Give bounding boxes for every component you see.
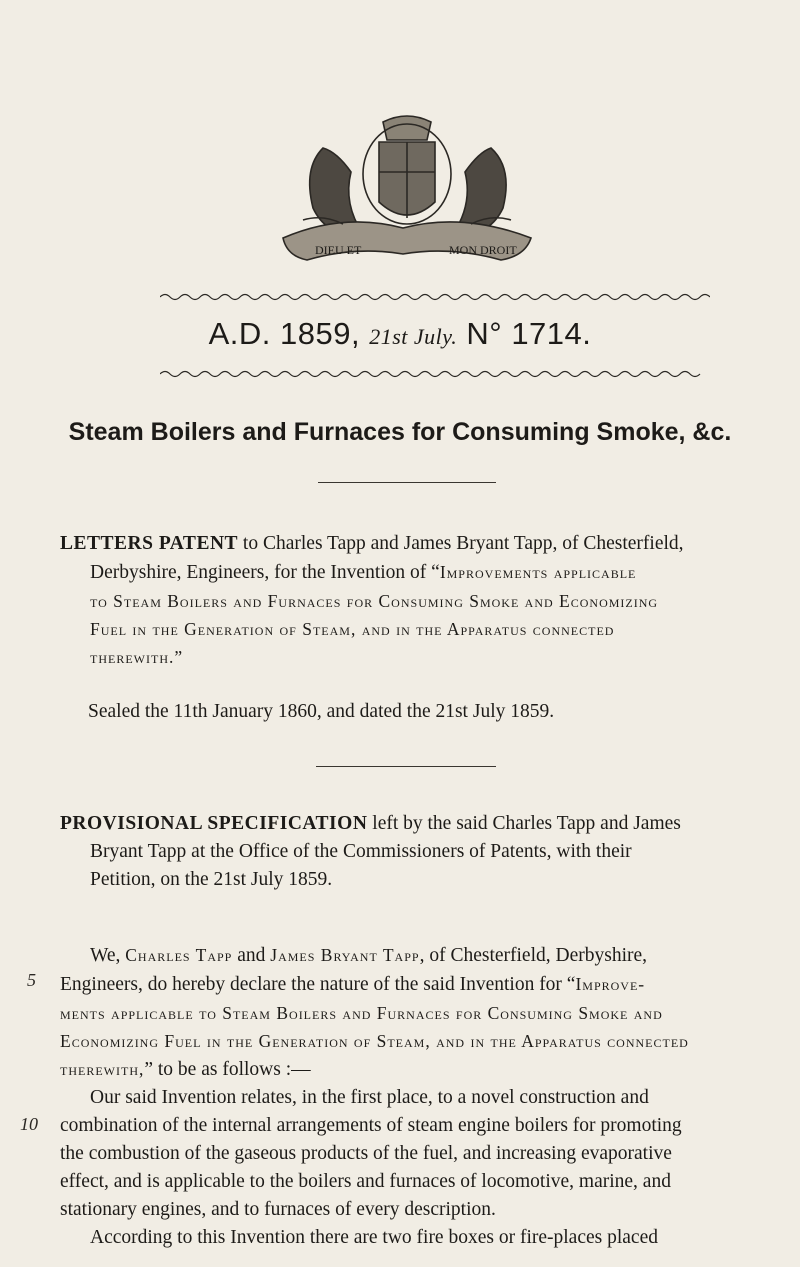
crest-motto-left: DIEU ET — [315, 243, 362, 257]
letters-patent-line-5: therewith.” — [90, 647, 184, 667]
body-line-9: effect, and is applicable to the boilers and furnaces of locomotive, marine, and — [60, 1171, 671, 1192]
body-line-1a: We, — [90, 945, 126, 966]
short-rule-2 — [316, 766, 496, 767]
provisional-lead: PROVISIONAL SPECIFICATION — [60, 813, 368, 834]
letters-patent-line-2-text: Derbyshire, Engineers, for the Invention of “ — [90, 562, 440, 583]
specification-body — [60, 941, 775, 1252]
body-line-1d: James Bryant Tapp — [270, 945, 420, 965]
body-line-5b: ” to be as follows :— — [144, 1059, 311, 1080]
letters-patent-line-3: to Steam Boilers and Furnaces for Consuming Smoke and Economizing — [90, 591, 659, 611]
royal-coat-of-arms — [263, 108, 551, 270]
provisional-line-2: Bryant Tapp at the Office of the Commissioners of Patents, with their — [90, 841, 632, 862]
wavy-rule-bottom — [160, 369, 710, 379]
letters-patent-line-2-sc: Improvements applicable — [439, 562, 637, 582]
letters-patent-line-1-text: to Charles Tapp and James Bryant Tapp, of Chesterfield, — [242, 533, 684, 554]
letters-patent-line-2 — [60, 558, 760, 587]
line-number-5: 5 — [27, 970, 36, 990]
line-number-10: 10 — [20, 1114, 38, 1134]
body-line-1c: and — [232, 945, 271, 966]
crest-motto-right: MON DROIT — [449, 243, 517, 257]
body-line-5a: therewith, — [60, 1059, 145, 1079]
patent-date: 21st July. — [369, 324, 458, 349]
provisional-line-3: Petition, on the 21st July 1859. — [90, 869, 333, 890]
body-line-3: ments applicable to Steam Boilers and Furnaces for Consuming Smoke and — [60, 1003, 663, 1023]
body-line-11: According to this Invention there are two fire boxes or fire-places placed — [90, 1227, 658, 1248]
patent-year: A.D. 1859, — [208, 316, 361, 351]
body-line-7: combination of the internal arrangements of steam engine boilers for promoting — [60, 1115, 682, 1136]
body-line-2 — [60, 970, 775, 999]
body-line-2a: Engineers, do hereby declare the nature of the said Invention for “ — [60, 974, 576, 995]
body-line-10: stationary engines, and to furnaces of every description. — [60, 1199, 496, 1220]
body-line-1 — [60, 941, 775, 970]
letters-patent-lead: LETTERS PATENT — [60, 533, 239, 554]
letters-patent-line-4: Fuel in the Generation of Steam, and in the Apparatus connected — [90, 619, 615, 639]
body-line-4: Economizing Fuel in the Generation of Steam, and in the Apparatus connected — [60, 1031, 689, 1051]
wavy-rule-top — [160, 292, 710, 302]
body-line-1b: Charles Tapp — [125, 945, 233, 965]
body-line-5 — [60, 1055, 775, 1084]
body-line-2b: Improve- — [575, 974, 646, 994]
patent-title: Steam Boilers and Furnaces for Consuming Smoke, &c. — [68, 418, 732, 446]
body-line-1e: , of Chesterfield, Derbyshire, — [419, 945, 648, 966]
provisional-line-1 — [60, 810, 770, 838]
provisional-line-1-text: left by the said Charles Tapp and James — [372, 813, 681, 834]
patent-number: N° 1714. — [466, 316, 592, 351]
letters-patent-line-1 — [60, 530, 760, 558]
letters-patent-paragraph — [60, 530, 760, 671]
patent-heading — [0, 316, 800, 352]
short-rule-1 — [318, 482, 496, 483]
body-line-6: Our said Invention relates, in the first place, to a novel construction and — [90, 1087, 649, 1108]
provisional-paragraph — [60, 810, 770, 894]
body-line-8: the combustion of the gaseous products of the fuel, and increasing evaporative — [60, 1143, 672, 1164]
sealed-line: Sealed the 11th January 1860, and dated the 21st July 1859. — [88, 701, 555, 722]
